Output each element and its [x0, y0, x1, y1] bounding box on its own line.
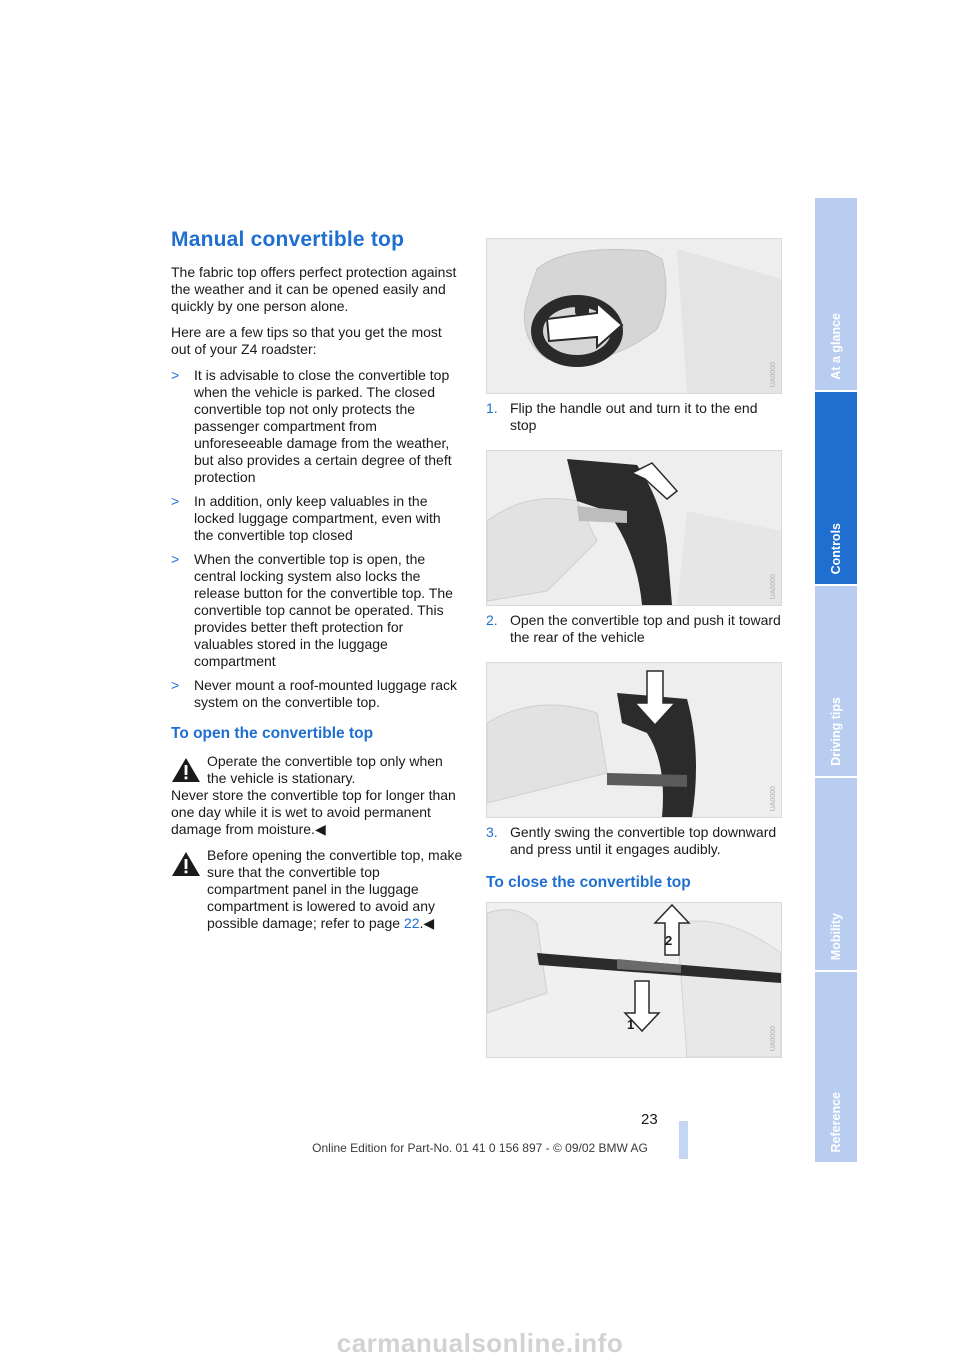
figure-code: UA0000: [770, 1025, 777, 1051]
list-item: > In addition, only keep valuables in the locked luggage compartment, even with the convertible top closed: [171, 493, 441, 543]
warning-triangle-icon: [171, 851, 201, 877]
open-top-illustration: [487, 451, 781, 605]
tab-driving-tips[interactable]: Driving tips: [815, 586, 857, 778]
bullet-marker: >: [171, 367, 180, 383]
bullet-marker: >: [171, 551, 180, 567]
chapter-tabs: [815, 198, 857, 1164]
tips-list: [171, 367, 463, 711]
arrow-label-1: 1: [627, 1017, 635, 1032]
tab-mobility[interactable]: Mobility: [815, 778, 857, 972]
intro-paragraph-2: Here are a few tips so that you get the most out of your Z4 roadster:: [171, 324, 442, 357]
warning-note-1: Operate the convertible top only when the vehicle is stationary. Never store the convertible top for longer than one day while it is wet to avoid permanent damage from moisture.◀: [171, 753, 456, 837]
close-top-illustration: [487, 903, 781, 1057]
bullet-marker: >: [171, 677, 180, 693]
figure-close-top: [486, 902, 782, 1058]
arrow-label-2: 2: [665, 933, 673, 948]
footer-edition: Online Edition for Part-No. 01 41 0 156 897 - © 09/02 BMW AG: [312, 1141, 648, 1155]
list-item: > Never mount a roof-mounted luggage rack system on the convertible top.: [171, 677, 458, 710]
list-item: > It is advisable to close the convertible top when the vehicle is parked. The closed convertible top not only protects the passenger compartment from unforeseeable damage from the weather, but also provides a certain degree of theft protection: [171, 367, 452, 485]
intro-paragraph-1: The fabric top offers perfect protection against the weather and it can be opened easily and quickly by one person alone.: [171, 264, 457, 314]
figure-code: UA0000: [770, 573, 777, 599]
figure-swing-down: [486, 662, 782, 818]
handle-illustration: [487, 239, 781, 393]
open-section-heading: To open the convertible top: [171, 725, 374, 742]
close-section-heading: To close the convertible top: [486, 874, 691, 891]
page-title: Manual convertible top: [171, 228, 405, 251]
list-item: > When the convertible top is open, the central locking system also locks the release button for the convertible top. The convertible top cannot be operated. This provides better theft protection for valuables stored in the luggage compartment: [171, 551, 453, 669]
figure-code: UA0000: [770, 361, 777, 387]
step-2: 2. Open the convertible top and push it toward the rear of the vehicle: [486, 612, 781, 645]
page-reference-link[interactable]: 22: [403, 915, 420, 931]
warning-note-2: Before opening the convertible top, make sure that the convertible top compartment panel in the luggage compartment is lowered to avoid any possible damage; refer to page 22.◀: [171, 847, 463, 932]
page-number: 23: [641, 1111, 658, 1128]
step-1: 1. Flip the handle out and turn it to the end stop: [486, 400, 758, 433]
figure-open-top: [486, 450, 782, 606]
right-column: [486, 238, 782, 1058]
figure-handle: [486, 238, 782, 394]
bullet-marker: >: [171, 493, 180, 509]
figure-code: UA0000: [770, 785, 777, 811]
watermark: carmanualsonline.info: [336, 1328, 624, 1358]
tab-reference[interactable]: Reference: [815, 972, 857, 1164]
warning-triangle-icon: [171, 757, 201, 783]
tab-controls[interactable]: Controls: [815, 392, 857, 586]
left-column: [171, 228, 463, 941]
step-3: 3. Gently swing the convertible top downward and press until it engages audibly.: [486, 824, 777, 857]
tab-at-a-glance[interactable]: At a glance: [815, 198, 857, 392]
swing-down-illustration: [487, 663, 781, 817]
